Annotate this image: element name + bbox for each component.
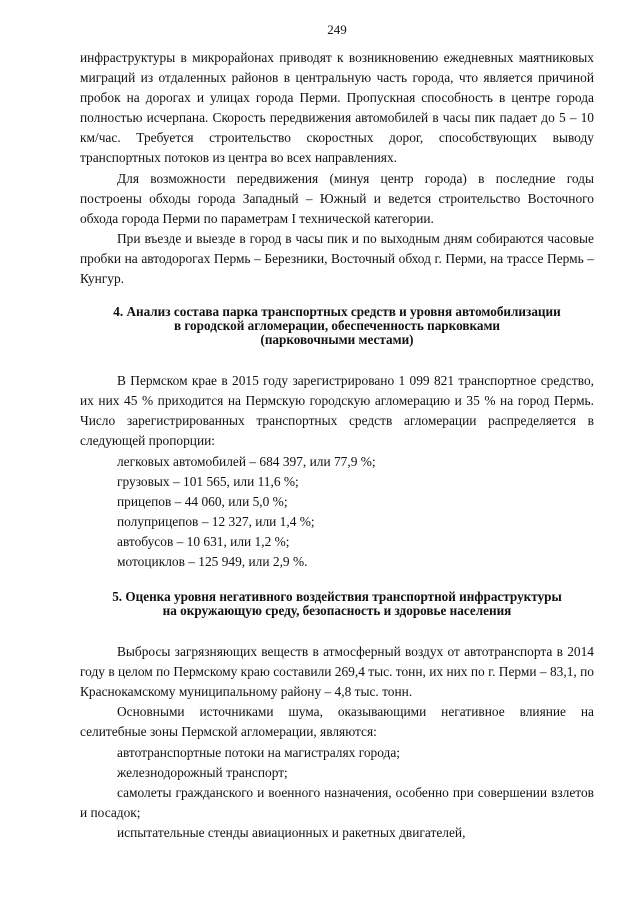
section-5-heading xyxy=(80,590,594,618)
noise-source-item: испытательные стенды авиационных и ракетных двигателей, xyxy=(117,824,466,840)
section-5-heading-line: на окружающую среду, безопасность и здоровье населения xyxy=(162,603,512,619)
vehicle-list-item: легковых автомобилей – 684 397, или 77,9 %; xyxy=(117,453,376,469)
vehicle-list-item: мотоциклов – 125 949, или 2,9 %. xyxy=(117,553,308,569)
vehicle-list-item: грузовых – 101 565, или 11,6 %; xyxy=(117,473,299,489)
section-4-heading-line: в городской агломерации, обеспеченность парковками xyxy=(173,318,501,334)
paragraph-emissions: Выбросы загрязняющих веществ в атмосферный воздух от автотранспорта в 2014 году в целом по Пермскому краю составили 269,4 тыс. тонн, их них по г. Перми – 83,1, по Краснокамскому муниципальному району – 4,8 тыс. тонн. xyxy=(80,644,594,700)
section-4-intro: В Пермском крае в 2015 году зарегистрировано 1 099 821 транспортное средство, их них 45 % приходится на Пермскую городскую агломерацию и 35 % на город Пермь. Число зарегистрированных транспортных средств агломерации распределяется в следующей пропорции: xyxy=(80,373,594,449)
paragraph-bypass: Для возможности передвижения (минуя центр города) в последние годы построены обходы города Западный – Южный и ведется строительство Восточного обхода города Перми по параметрам I технической категории. xyxy=(80,170,594,226)
paragraph-infrastructure: инфраструктуры в микрорайонах приводят к возникновению ежедневных маятниковых миграций из отдаленных районов в центральную часть города, что является причиной пробок на дорогах и улицах города Перми. Пропускная способность в центре города полностью исчерпана. Скорость передвижения автомобилей в часы пик падает до 5 – 10 км/час. Требуется строительство скоростных дорог, способствующих выводу транспортных потоков из центра во всех направлениях. xyxy=(80,50,594,166)
section-5-heading-line: 5. Оценка уровня негативного воздействия транспортной инфраструктуры xyxy=(112,589,562,605)
vehicle-list-item: полуприцепов – 12 327, или 1,4 %; xyxy=(117,513,315,529)
noise-source-item: автотранспортные потоки на магистралях города; xyxy=(117,744,401,760)
document-page xyxy=(80,20,594,843)
section-4-heading xyxy=(80,305,594,347)
section-4-heading-line: 4. Анализ состава парка транспортных средств и уровня автомобилизации xyxy=(113,304,561,320)
vehicle-list-item: автобусов – 10 631, или 1,2 %; xyxy=(117,533,290,549)
noise-source-item: самолеты гражданского и военного назначения, особенно при совершении взлетов и посадок; xyxy=(80,784,594,820)
noise-source-item: железнодорожный транспорт; xyxy=(117,764,288,780)
page-number: 249 xyxy=(327,22,347,37)
paragraph-traffic-jams: При въезде и выезде в город в часы пик и по выходным дням собираются часовые пробки на автодорогах Пермь – Березники, Восточный обход г. Перми, на трассе Пермь – Кунгур. xyxy=(80,230,594,287)
vehicle-list-item: прицепов – 44 060, или 5,0 %; xyxy=(117,493,288,509)
section-4-heading-line: (парковочными местами) xyxy=(260,332,414,348)
paragraph-noise-sources: Основными источниками шума, оказывающими негативное влияние на селитебные зоны Пермской агломерации, являются: xyxy=(80,704,594,740)
